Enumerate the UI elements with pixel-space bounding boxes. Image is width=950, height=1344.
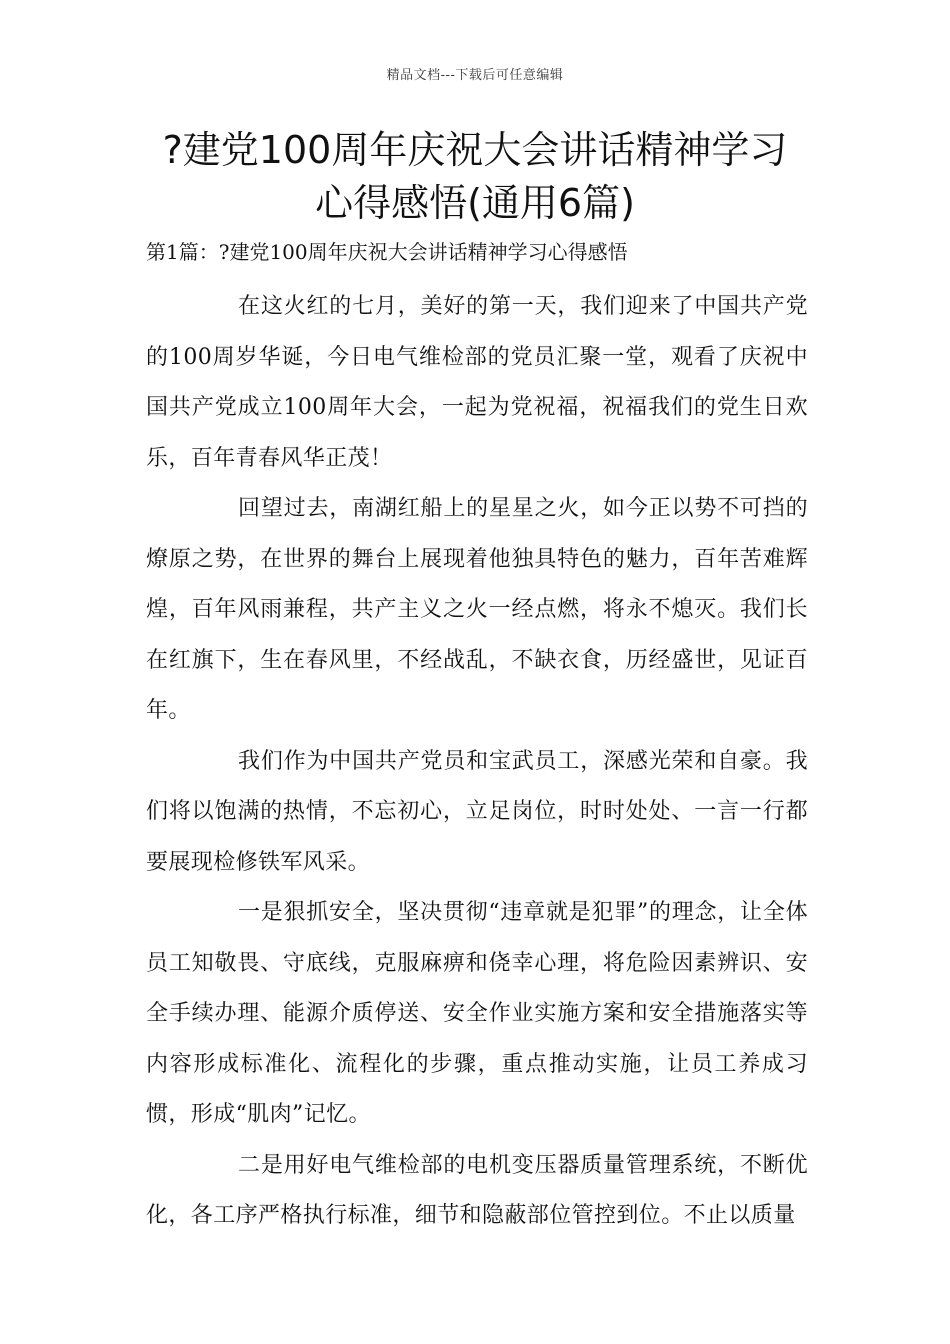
section-heading: 第1篇：?建党100周年庆祝大会讲话精神学习心得感悟 — [146, 240, 628, 264]
document-body — [146, 282, 808, 1242]
document-title — [120, 124, 830, 230]
paragraph-3: 我们作为中国共产党员和宝武员工，深感光荣和自豪。我们将以饱满的热情，不忘初心，立足岗位，时时处处、一言一行都要展现检修铁军风采。 — [146, 748, 808, 875]
title-line-1: ?建党100周年庆祝大会讲话精神学习 — [162, 128, 788, 172]
paragraph-1: 在这火红的七月，美好的第一天，我们迎来了中国共产党的100周岁华诞，今日电气维检部的党员汇聚一堂，观看了庆祝中国共产党成立100周年大会，一起为党祝福，祝福我们的党生日欢乐，百年青春风华正茂！ — [146, 294, 808, 471]
paragraph-5: 二是用好电气维检部的电机变压器质量管理系统，不断优化，各工序严格执行标准，细节和隐蔽部位管控到位。不止以质量 — [146, 1152, 808, 1228]
header-note: 精品文档---下载后可任意编辑 — [386, 68, 564, 83]
paragraph-2: 回望过去，南湖红船上的星星之火，如今正以势不可挡的燎原之势，在世界的舞台上展现着他独具特色的魅力，百年苦难辉煌，百年风雨兼程，共产主义之火一经点燃，将永不熄灭。我们长在红旗下，生在春风里，不经战乱，不缺衣食，历经盛世，见证百年。 — [146, 496, 808, 723]
title-line-2: 心得感悟(通用6篇) — [315, 181, 635, 225]
paragraph-4: 一是狠抓安全，坚决贯彻“违章就是犯罪”的理念，让全体员工知敬畏、守底线，克服麻痹和侥幸心理，将危险因素辨识、安全手续办理、能源介质停送、安全作业实施方案和安全措施落实等内容形成标准化、流程化的步骤，重点推动实施，让员工养成习惯，形成“肌肉”记忆。 — [146, 900, 808, 1127]
